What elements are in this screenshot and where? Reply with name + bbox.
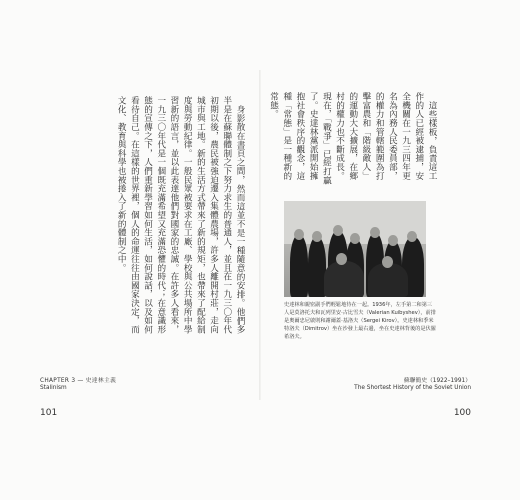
- left-page-body: [116, 96, 246, 334]
- right-body-paragraph: 這些樣板，負責這工作的人已經被逮捕，安全機關在一九三四年更名為內務人民委員部，的權力和管轄範圍為打擊富農和「階級敵人」的運動大大擴展，在鄉村的權力也不斷成長。現在，「戰爭」已經打贏了。史達林黨派開始擁抱社會秩序的觀念，這種「常態」是一種新的常態。: [268, 92, 437, 185]
- photo-face: [294, 229, 304, 240]
- photo-face: [370, 227, 380, 238]
- photo-figure: [368, 263, 408, 297]
- photo-figure: [324, 261, 364, 297]
- right-page-body: [268, 92, 438, 186]
- photo-figure: [290, 235, 308, 297]
- photo-face: [407, 231, 417, 242]
- book-gutter: [259, 70, 261, 400]
- right-page-number: 100: [453, 408, 471, 418]
- left-page-number: 101: [40, 408, 58, 418]
- photo-face: [336, 253, 347, 265]
- photo-face: [388, 235, 398, 246]
- photo-face: [350, 233, 360, 244]
- left-body-paragraph: 身影散在書頁之間，然而這並不是一種隨意的安排。他們多半是在蘇聯體制之下努力求生的普通人，並且在一九三〇年代初期以後，農民被強迫遷入集體農場，許多人離開村莊，走向城市與工地。新的生活方式帶來了新的規矩，也帶來了配給制度與勞動紀律。一般民眾被要求在工廠、學校與公共場所中學習新的語言，並以此表達他們對國家的忠誠。在許多人看來，一九三〇年代是一個既充滿希望又充滿恐懼的時代；在意識形態的宣傳之下，人們重新學習如何生活，如何說話，以及如何看待自己。在這樣的世界裡，個人的命運往往由國家決定，而文化、教育與科學也被捲入了新的體制之中。: [116, 96, 245, 334]
- photo-face: [333, 225, 343, 236]
- photo-face: [382, 256, 393, 268]
- chapter-label-english: Stalinism: [40, 385, 67, 391]
- photo-face: [312, 231, 322, 242]
- book-title-english: The Shortest History of the Soviet Union: [354, 385, 471, 391]
- chapter-label: CHAPTER 3 — 史達林主義: [40, 378, 117, 384]
- book-title: 蘇聯簡史（1922–1991）: [403, 378, 471, 384]
- photo-caption: 史達林和親密副手們輕鬆地待在一起。1936年，左手第二和第三人是莫洛托夫和瓦列里安·古比雪夫（Valerian Kuibyshev），前排是奧爾忠尼啟則和謝爾蓋·基洛夫（Sergei Kirov）。史達林和季米特洛夫（Dimitrov）坐在沙發上最右邊，坐在史達林背後的是伏羅希洛夫。: [284, 302, 436, 340]
- historical-group-photo: [284, 201, 426, 297]
